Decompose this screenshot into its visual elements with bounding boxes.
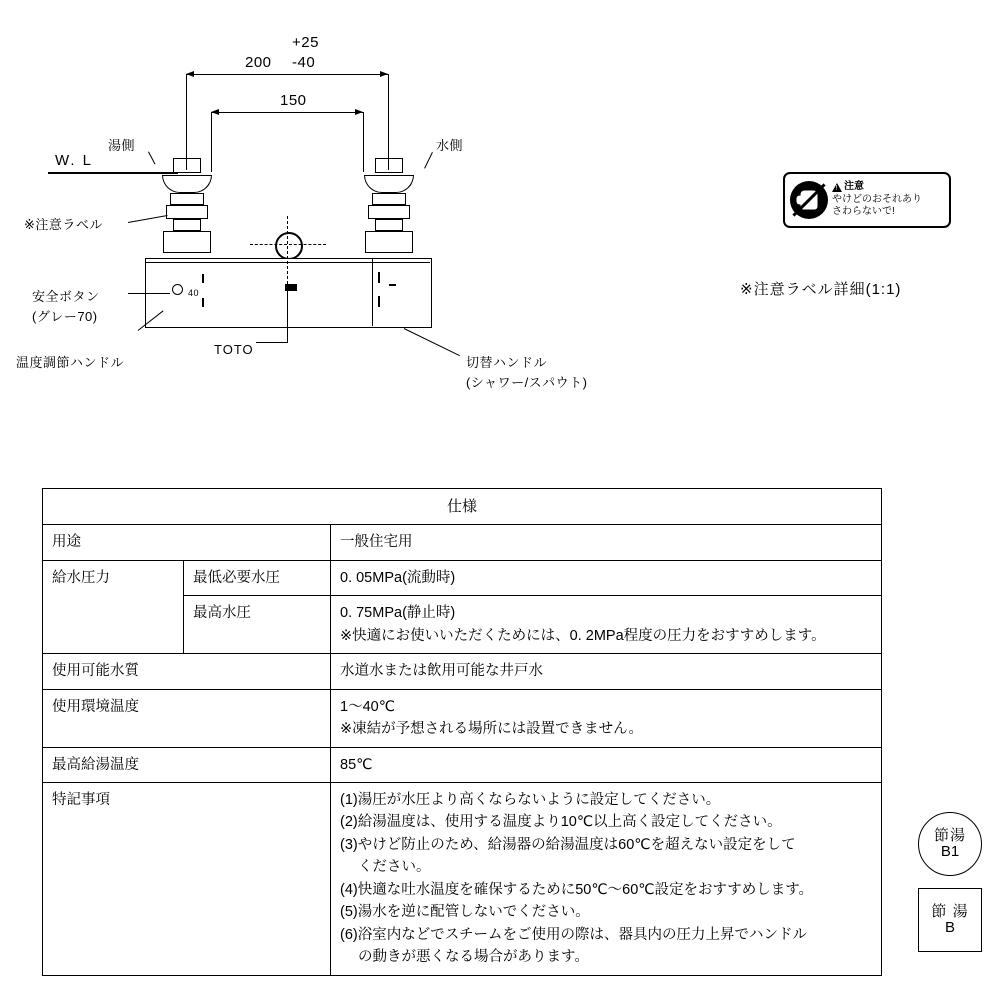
caution-detail-note: ※注意ラベル詳細(1:1) [740, 281, 902, 298]
brand-callout: TOTO [214, 342, 254, 357]
no-touch-icon [790, 181, 828, 219]
note-text: 快適な吐水温度を確保するために50℃～60℃設定をおすすめします。 [357, 881, 814, 898]
list-item [340, 924, 872, 946]
spec-label-max-hot-temp: 最高給湯温度 [43, 747, 331, 782]
note-number: (6) [340, 926, 358, 943]
eco-mark-b-top: 節 湯 [931, 902, 969, 920]
dimension-arrow-right-inner [355, 109, 363, 115]
table-row-notes [43, 783, 882, 976]
eco-mark-b1 [918, 812, 982, 876]
right-stem-line [388, 158, 389, 170]
table-row [43, 689, 882, 747]
table-row [43, 560, 882, 595]
dimension-inner: 150 [280, 92, 307, 109]
list-item [340, 789, 872, 811]
switch-tick-2 [378, 296, 380, 307]
right-body-2 [368, 205, 410, 219]
spec-note-max-pressure: ※快適にお使いいただくためには、0. 2MPa程度の圧力をおすすめします。 [340, 627, 826, 644]
spec-value-ambient-temp-cell [331, 689, 882, 747]
caution-label-leader [128, 215, 168, 223]
spec-sub-min-pressure: 最低必要水圧 [184, 560, 331, 595]
caution-label-graphic [783, 172, 951, 228]
spec-value-min-pressure: 0. 05MPa(流動時) [331, 560, 882, 595]
safety-button[interactable] [172, 284, 183, 295]
left-flange [162, 175, 212, 193]
extension-line-inner-left [211, 112, 212, 172]
extension-line-inner-right [363, 112, 364, 172]
spec-value-water-quality: 水道水または飲用可能な井戸水 [331, 654, 882, 689]
safety-button-color-callout: (グレー70) [32, 309, 98, 324]
note-text: 湯圧が水圧より高くならないように設定してください。 [357, 792, 721, 808]
cold-side-leader [424, 152, 433, 169]
temp-handle-callout: 温度調節ハンドル [16, 355, 125, 370]
warning-triangle-icon [832, 183, 842, 192]
note-number: (5) [340, 904, 358, 921]
spec-label-ambient-temp: 使用環境温度 [43, 689, 331, 747]
water-level-line [48, 172, 178, 174]
spec-value-ambient-temp: 1～40℃ [340, 698, 395, 715]
spec-value-max-pressure: 0. 75MPa(静止時) [340, 605, 456, 622]
eco-mark-b-bottom: B [944, 919, 955, 937]
spec-table [42, 488, 882, 976]
dimension-line-outer [186, 74, 388, 75]
left-body-3 [173, 219, 201, 231]
eco-mark-b1-bottom: B1 [940, 843, 960, 861]
dimension-arrow-left-inner [211, 109, 219, 115]
dial-tick-2 [202, 298, 204, 307]
spec-notes-cell [331, 783, 882, 976]
spec-table-title: 仕様 [43, 489, 882, 525]
list-item [340, 901, 872, 923]
caution-warning-row [832, 181, 922, 194]
spec-label-water-quality: 使用可能水質 [43, 654, 331, 689]
table-row [43, 747, 882, 782]
spec-sub-max-pressure: 最高水圧 [184, 596, 331, 654]
dial-mark-40: 40 [188, 288, 200, 298]
dial-tick-1 [202, 274, 204, 283]
caution-warning-word: 注意 [844, 181, 864, 193]
list-item [340, 811, 872, 833]
spout-outlet [275, 232, 303, 260]
dimension-line-inner [211, 112, 363, 113]
left-nut-top [173, 158, 201, 173]
dimension-overall: 200 [245, 54, 272, 71]
caution-text-block [832, 181, 922, 219]
left-union-nut [163, 231, 211, 253]
dimension-tolerance-minus: -40 [292, 54, 316, 71]
dimension-arrow-left-outer [186, 71, 194, 77]
note-text: やけど防止のため、給湯器の給湯温度は60℃を超えない設定をして [357, 836, 796, 853]
hand-icon [801, 191, 818, 210]
caution-label-callout: ※注意ラベル [24, 217, 103, 232]
safety-button-leader [128, 293, 170, 294]
spec-label-use: 用途 [43, 525, 331, 560]
spec-value-use: 一般住宅用 [331, 525, 882, 560]
cold-side-label: 水側 [436, 138, 464, 153]
right-body-3 [375, 219, 403, 231]
safety-button-callout: 安全ボタン [32, 289, 100, 304]
eco-mark-b [918, 888, 982, 952]
table-row [43, 654, 882, 689]
note-text-cont: の動きが悪くなる場合があります。 [358, 949, 589, 966]
note-text: 湯水を逆に配管しないでください。 [357, 904, 590, 921]
spec-value-max-pressure-cell [331, 596, 882, 654]
right-union-nut [365, 231, 413, 253]
caution-line1: やけどのおそれあり [832, 193, 922, 205]
list-item [340, 879, 872, 901]
dimension-tolerance-plus: +25 [292, 34, 319, 51]
note-text: 給湯温度は、使用する温度より10℃以上高く設定してください。 [357, 814, 782, 831]
spec-value-max-hot-temp: 85℃ [331, 747, 882, 782]
right-flange [364, 175, 414, 193]
left-body-2 [166, 205, 208, 219]
brand-leader-h [256, 342, 288, 343]
spec-label-pressure: 給水圧力 [43, 560, 184, 653]
dimension-arrow-right-outer [380, 71, 388, 77]
table-row-title [43, 489, 882, 525]
eco-mark-b1-top: 節湯 [933, 826, 966, 844]
spec-label-notes: 特記事項 [43, 783, 331, 976]
right-nut-top [375, 158, 403, 173]
note-number: (1) [340, 792, 358, 808]
switch-handle-leader [404, 328, 460, 356]
right-body-1 [372, 193, 406, 205]
spec-note-ambient-temp: ※凍結が予想される場所には設置できません。 [340, 721, 644, 738]
water-level-label: W. L [55, 152, 94, 169]
hot-side-leader [148, 152, 155, 165]
brand-leader [287, 292, 288, 342]
caution-line2: さわらないで! [832, 206, 895, 218]
left-stem-line [186, 158, 187, 170]
mixer-body-divider [372, 258, 373, 326]
hot-side-label: 湯側 [108, 138, 136, 153]
switch-handle-sub-callout: (シャワー/スパウト) [466, 375, 588, 390]
switch-tick-1 [378, 272, 380, 283]
switch-handle-callout: 切替ハンドル [466, 355, 548, 370]
note-number: (3) [340, 836, 358, 853]
switch-tick-3 [389, 284, 396, 286]
note-number: (2) [340, 814, 358, 831]
left-body-1 [170, 193, 204, 205]
table-row [43, 525, 882, 560]
list-item [340, 834, 872, 856]
note-number: (4) [340, 881, 358, 898]
note-text: 浴室内などでスチームをご使用の際は、器具内の圧力上昇でハンドル [357, 926, 807, 943]
centerline-horizontal [250, 244, 326, 245]
note-text-cont: ください。 [358, 859, 431, 876]
